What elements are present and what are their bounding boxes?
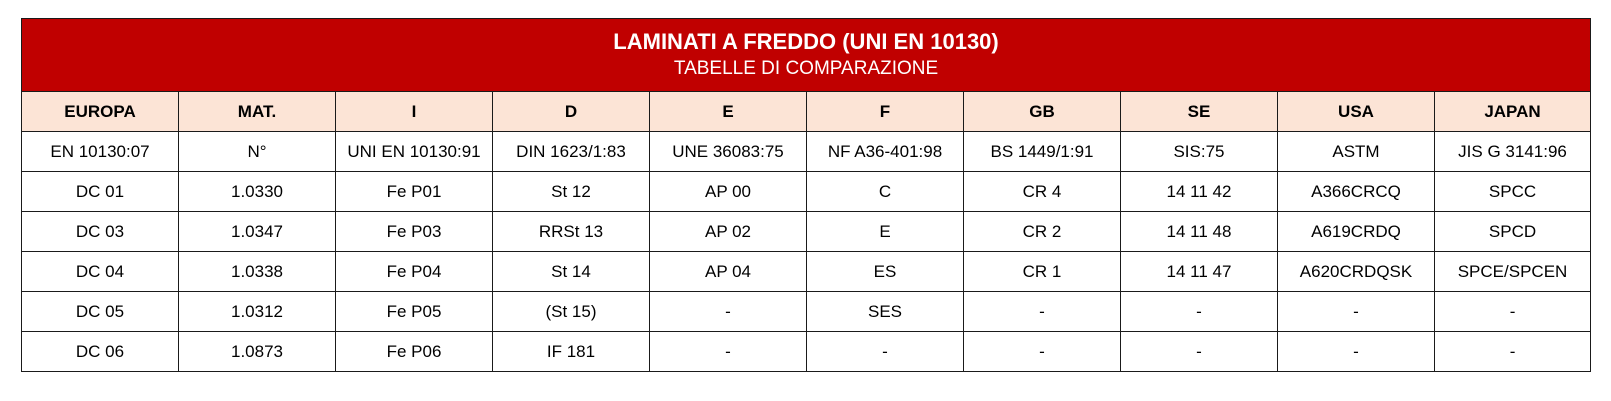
column-header-row [22, 92, 1591, 132]
comparison-table-container [21, 18, 1590, 372]
table-cell-mat: 1.0330 [179, 172, 336, 212]
table-cell-f: - [807, 332, 964, 372]
table-row [22, 172, 1591, 212]
table-row [22, 212, 1591, 252]
table-cell-japan: SPCD [1435, 212, 1591, 252]
table-cell-usa: A620CRDQSK [1278, 252, 1435, 292]
table-cell-d: (St 15) [493, 292, 650, 332]
table-cell-mat: 1.0312 [179, 292, 336, 332]
table-cell-japan: SPCC [1435, 172, 1591, 212]
table-row [22, 252, 1591, 292]
column-header-e: E [650, 92, 807, 132]
table-cell-f: SES [807, 292, 964, 332]
table-row [22, 132, 1591, 172]
table-cell-d: DIN 1623/1:83 [493, 132, 650, 172]
table-cell-usa: ASTM [1278, 132, 1435, 172]
table-cell-i: Fe P06 [336, 332, 493, 372]
column-header-f: F [807, 92, 964, 132]
table-cell-europa: DC 03 [22, 212, 179, 252]
table-cell-europa: DC 05 [22, 292, 179, 332]
table-cell-usa: A366CRCQ [1278, 172, 1435, 212]
table-cell-i: Fe P01 [336, 172, 493, 212]
table-cell-mat: 1.0338 [179, 252, 336, 292]
table-cell-europa: DC 01 [22, 172, 179, 212]
table-cell-f: E [807, 212, 964, 252]
table-cell-gb: CR 4 [964, 172, 1121, 212]
table-cell-e: - [650, 332, 807, 372]
table-cell-mat: 1.0873 [179, 332, 336, 372]
table-cell-d: St 14 [493, 252, 650, 292]
table-body [22, 132, 1591, 372]
table-cell-japan: JIS G 3141:96 [1435, 132, 1591, 172]
table-subtitle: TABELLE DI COMPARAZIONE [673, 58, 939, 79]
table-cell-se: 14 11 48 [1121, 212, 1278, 252]
table-title-banner [22, 19, 1591, 92]
table-cell-se: 14 11 47 [1121, 252, 1278, 292]
table-cell-se: - [1121, 332, 1278, 372]
column-header-gb: GB [964, 92, 1121, 132]
table-cell-gb: CR 1 [964, 252, 1121, 292]
table-cell-i: Fe P04 [336, 252, 493, 292]
table-cell-mat: N° [179, 132, 336, 172]
table-cell-i: Fe P05 [336, 292, 493, 332]
table-cell-japan: - [1435, 292, 1591, 332]
column-header-se: SE [1121, 92, 1278, 132]
table-cell-e: AP 02 [650, 212, 807, 252]
table-cell-europa: DC 04 [22, 252, 179, 292]
column-header-japan: JAPAN [1435, 92, 1591, 132]
column-header-usa: USA [1278, 92, 1435, 132]
table-cell-se: 14 11 42 [1121, 172, 1278, 212]
table-cell-gb: CR 2 [964, 212, 1121, 252]
table-cell-europa: DC 06 [22, 332, 179, 372]
table-cell-gb: - [964, 292, 1121, 332]
table-cell-se: - [1121, 292, 1278, 332]
table-cell-d: IF 181 [493, 332, 650, 372]
table-cell-usa: - [1278, 292, 1435, 332]
table-cell-europa: EN 10130:07 [22, 132, 179, 172]
comparison-table [21, 18, 1591, 372]
table-cell-japan: - [1435, 332, 1591, 372]
table-cell-e: UNE 36083:75 [650, 132, 807, 172]
table-cell-usa: - [1278, 332, 1435, 372]
column-header-d: D [493, 92, 650, 132]
table-cell-e: - [650, 292, 807, 332]
table-cell-usa: A619CRDQ [1278, 212, 1435, 252]
table-cell-japan: SPCE/SPCEN [1435, 252, 1591, 292]
table-cell-d: RRSt 13 [493, 212, 650, 252]
table-row [22, 332, 1591, 372]
column-header-i: I [336, 92, 493, 132]
table-cell-f: NF A36-401:98 [807, 132, 964, 172]
table-cell-e: AP 04 [650, 252, 807, 292]
table-cell-i: UNI EN 10130:91 [336, 132, 493, 172]
table-cell-se: SIS:75 [1121, 132, 1278, 172]
table-cell-e: AP 00 [650, 172, 807, 212]
table-cell-f: ES [807, 252, 964, 292]
table-cell-mat: 1.0347 [179, 212, 336, 252]
column-header-mat: MAT. [179, 92, 336, 132]
table-cell-f: C [807, 172, 964, 212]
table-row [22, 292, 1591, 332]
table-cell-d: St 12 [493, 172, 650, 212]
column-header-europa: EUROPA [22, 92, 179, 132]
table-cell-gb: - [964, 332, 1121, 372]
table-title: LAMINATI A FREDDO (UNI EN 10130) [613, 29, 999, 54]
table-cell-gb: BS 1449/1:91 [964, 132, 1121, 172]
table-cell-i: Fe P03 [336, 212, 493, 252]
